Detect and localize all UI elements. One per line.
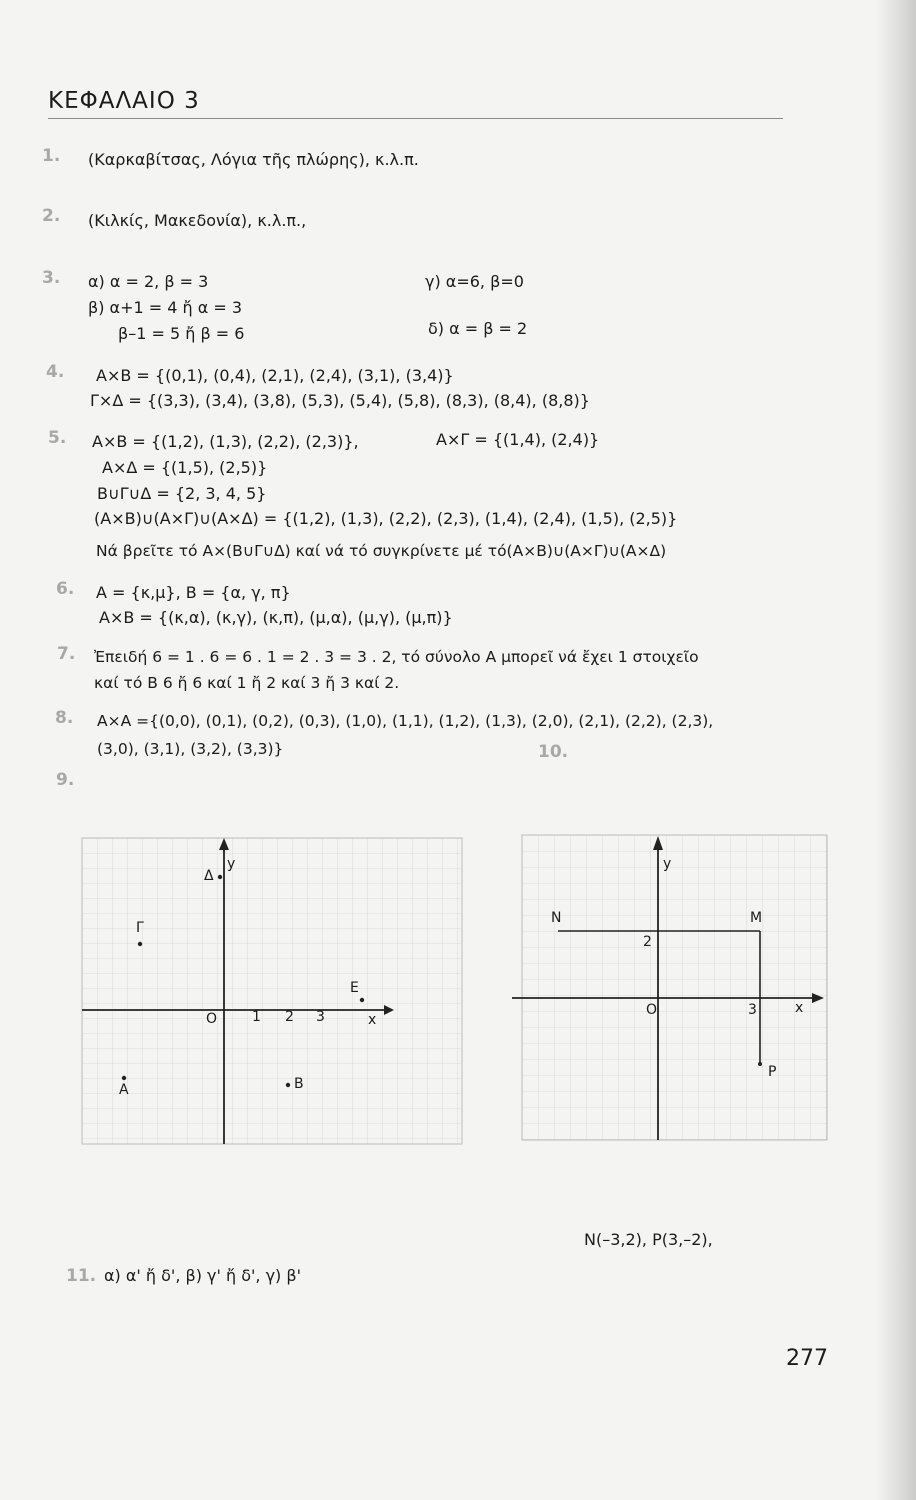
answer-number-10: 10.	[538, 742, 569, 762]
graph-10-tick-x: 3	[748, 1002, 757, 1018]
answer-1-text: (Καρκαβίτσας, Λόγια τῆς πλώρης), κ.λ.π.	[88, 150, 419, 169]
answer-8-line-2: (3,0), (3,1), (3,2), (3,3)}	[97, 740, 284, 758]
graph-9-origin-label: O	[206, 1011, 218, 1027]
graph-10-label-p: P	[768, 1064, 777, 1080]
answer-5-line-3: B∪Γ∪Δ = {2, 3, 4, 5}	[97, 484, 267, 503]
answer-number-3: 3.	[42, 268, 61, 288]
answer-5-line-4: (A×B)∪(A×Γ)∪(A×Δ) = {(1,2), (1,3), (2,2), (2,3), (1,4), (2,4), (1,5), (2,5)}	[94, 509, 678, 528]
graph-9-grid	[82, 838, 462, 1144]
answer-4-line-1: A×B = {(0,1), (0,4), (2,1), (2,4), (3,1), (3,4)}	[96, 366, 454, 385]
answer-7-line-2: καί τό B 6 ἤ 6 καί 1 ἤ 2 καί 3 ἤ 3 καί 2.	[94, 674, 400, 692]
graph-10-tick-y: 2	[643, 934, 652, 950]
answer-2-text: (Κιλκίς, Μακεδονία), κ.λ.π.,	[88, 211, 307, 230]
graph-10-point-p	[758, 1062, 762, 1066]
graph-9-label-alpha: A	[119, 1082, 129, 1098]
chapter-title: ΚΕΦΑΛΑΙΟ 3	[48, 88, 200, 114]
graph-9-label-delta: Δ	[204, 868, 214, 884]
graph-9-tick-3: 3	[316, 1009, 325, 1025]
graph-9-label-gamma: Γ	[136, 920, 144, 936]
answer-number-2: 2.	[42, 206, 61, 226]
graph-9-point-gamma	[138, 942, 142, 946]
answer-number-9: 9.	[56, 770, 75, 790]
graph-9-point-epsilon	[360, 998, 364, 1002]
answer-5-line-2: A×Δ = {(1,5), (2,5)}	[102, 458, 268, 477]
answer-5-line-1b: A×Γ = {(1,4), (2,4)}	[436, 430, 600, 449]
answer-10-coords: N(–3,2), P(3,–2),	[584, 1230, 713, 1249]
graph-10-x-label: x	[795, 1000, 804, 1016]
graph-10-origin-label: O	[646, 1002, 658, 1018]
graph-9-label-beta: B	[294, 1076, 304, 1092]
answer-5-line-1: A×B = {(1,2), (1,3), (2,2), (2,3)},	[92, 432, 359, 451]
answer-3-a: α) α = 2, β = 3	[88, 272, 209, 291]
graph-9-tick-2: 2	[285, 1009, 294, 1025]
graph-10-label-m: M	[750, 910, 763, 926]
graph-10-y-label: y	[663, 856, 672, 872]
answer-number-8: 8.	[55, 708, 74, 728]
graph-10-label-n: N	[551, 910, 562, 926]
answer-4-line-2: Γ×Δ = {(3,3), (3,4), (3,8), (5,3), (5,4), (5,8), (8,3), (8,4), (8,8)}	[90, 391, 590, 410]
answer-8-line-1: A×A ={(0,0), (0,1), (0,2), (0,3), (1,0), (1,1), (1,2), (1,3), (2,0), (2,1), (2,2), (2,3),	[97, 712, 714, 730]
answer-number-1: 1.	[42, 146, 61, 166]
answer-number-4: 4.	[46, 362, 65, 382]
graph-9-point-delta	[218, 875, 222, 879]
answer-5-line-5: Νά βρεῖτε τό A×(B∪Γ∪Δ) καί νά τό συγκρίνετε μέ τό(A×B)∪(A×Γ)∪(A×Δ)	[96, 542, 667, 560]
graph-9-point-beta	[286, 1083, 290, 1087]
answer-number-5: 5.	[48, 428, 67, 448]
answer-7-line-1: Ἐπειδή 6 = 1 . 6 = 6 . 1 = 2 . 3 = 3 . 2, τό σύνολο A μπορεῖ νά ἔχει 1 στοιχεῖο	[94, 648, 699, 666]
page-number: 277	[786, 1346, 828, 1371]
graph-9-x-label: x	[368, 1012, 377, 1028]
answer-11-text: α) α' ἤ δ', β) γ' ἤ δ', γ) β'	[104, 1266, 301, 1285]
graph-9-tick-1: 1	[252, 1009, 261, 1025]
answer-number-6: 6.	[56, 579, 75, 599]
graph-10-grid	[522, 835, 827, 1140]
answer-6-line-1: A = {κ,μ}, B = {α, γ, π}	[96, 583, 291, 602]
answer-number-7: 7.	[57, 644, 76, 664]
answer-3-b2: β–1 = 5 ἤ β = 6	[118, 324, 245, 343]
answer-3-c: γ) α=6, β=0	[425, 272, 524, 291]
graph-9-label-epsilon: E	[350, 980, 359, 996]
graph-9-point-alpha	[122, 1076, 126, 1080]
graph-9-y-label: y	[227, 856, 236, 872]
answer-3-d: δ) α = β = 2	[428, 319, 528, 338]
answer-6-line-2: A×B = {(κ,α), (κ,γ), (κ,π), (μ,α), (μ,γ), (μ,π)}	[99, 608, 453, 627]
answer-3-b1: β) α+1 = 4 ἤ α = 3	[88, 298, 243, 317]
answer-number-11: 11.	[66, 1266, 97, 1286]
